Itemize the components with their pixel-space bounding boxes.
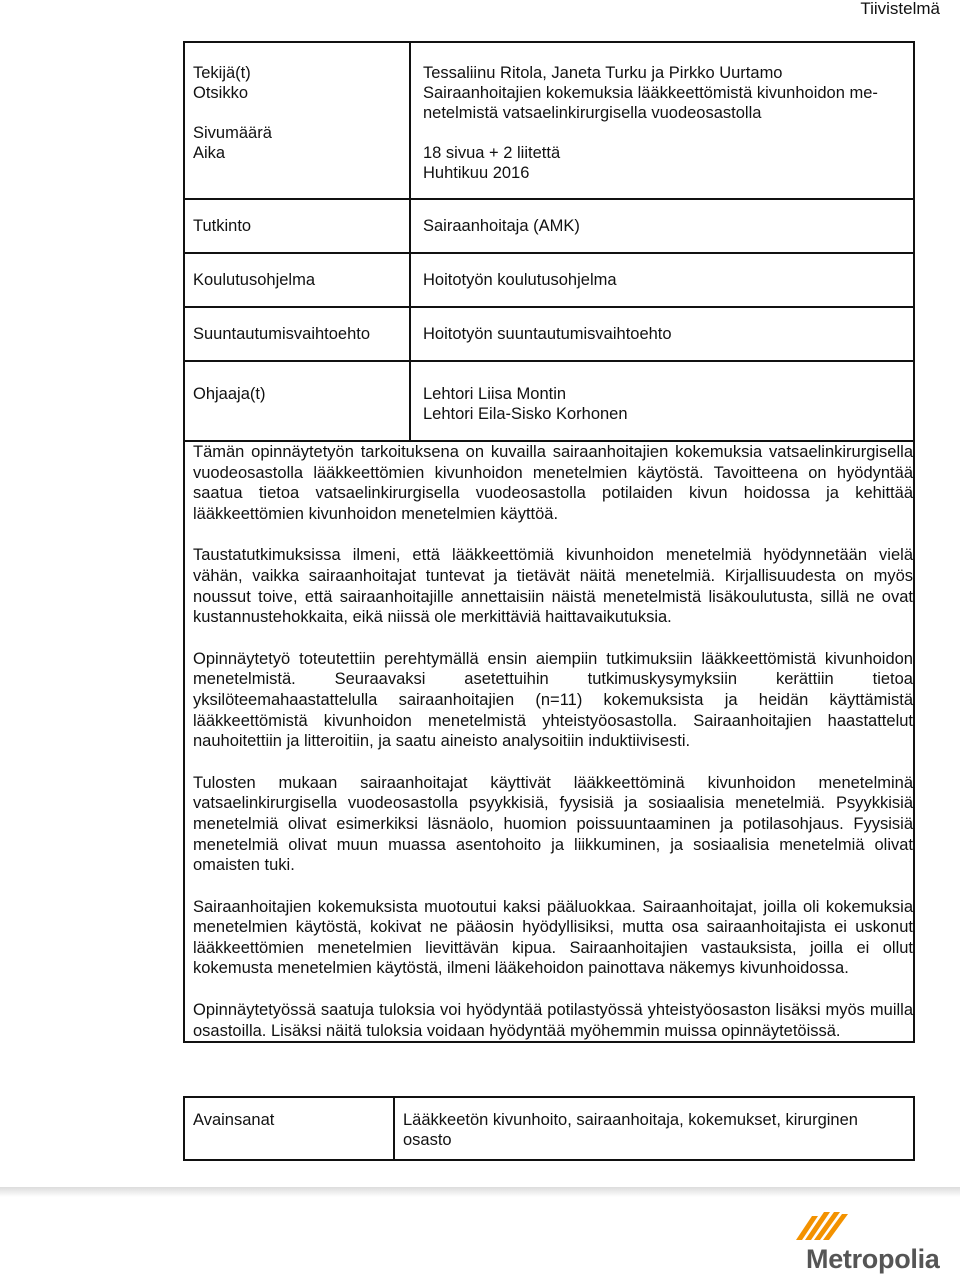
abstract-paragraph-5: Sairaanhoitajien kokemuksista muotoutui kaksi pääluokkaa. Sairaanhoitajat, joilla oli kokemuksia menetelmien käytöstä, kokivat ne pääosin hyödyllisiksi, mutta osa sairaanhoitajista ei uskonut lääkkeettömien menetelmien lievittävän kipua. Sairaanhoitajien vastauksista, joilla ei ollut kokemusta menetelmien käytöstä, ilmeni lääkehoidon painottava näkemys kivunhoidossa. (193, 897, 913, 978)
footer-divider (0, 1187, 960, 1197)
thesis-info-table (183, 41, 915, 1043)
info-label-cell (184, 42, 410, 199)
value-otsikko-line2: netelmistä vatsaelinkirurgisella vuodeosastolla (423, 104, 762, 122)
info-row-suuntautumisvaihtoehto (184, 307, 914, 361)
label-group-pages-date (193, 123, 409, 163)
value-koulutusohjelma: Hoitotyön koulutusohjelma (423, 271, 617, 289)
keywords-value: Lääkkeetön kivunhoito, sairaanhoitaja, kokemukset, kirurginen osasto (394, 1097, 914, 1160)
info-label-cell (184, 199, 410, 253)
label-koulutusohjelma: Koulutusohjelma (193, 271, 315, 289)
abstract-paragraph-6: Opinnäytetyössä saatuja tuloksia voi hyödyntää potilastyössä yhteistyöosaston lisäksi myös muilla osastoilla. Lisäksi näitä tuloksia voidaan hyödyntää myöhemmin muissa opinnäytetöissä. (193, 1001, 913, 1040)
info-value-cell (410, 199, 914, 253)
keywords-label: Avainsanat (184, 1097, 394, 1160)
value-otsikko-line1: Sairaanhoitajien kokemuksia lääkkeettömistä kivunhoidon me- (423, 84, 878, 102)
info-row-author-title (184, 42, 914, 199)
abstract-paragraph-3: Opinnäytetyö toteutettiin perehtymällä ensin aiempiin tutkimuksiin lääkkeettömistä kivunhoidon menetelmistä. Seuraavaksi asetettuihin tutkimuskysymyksiin kerättiin tietoa yksilöteemahaastattelulla sairaanhoitajien (n=11) kokemuksista ja heidän käyttämistä lääkkeettömistä kivunhoidon menetelmistä yhteistyöosastolla. Sairaanhoitajien haastattelut nauhoitettiin ja litteroitiin, ja saatu aineisto analysoitiin induktiivisesti. (193, 649, 913, 751)
value-ohjaaja-1: Lehtori Liisa Montin (423, 385, 567, 403)
abstract-paragraph-2: Taustatutkimuksissa ilmeni, että lääkkeettömiä kivunhoidon menetelmiä hyödynnetään vielä vähän, vaikka sairaanhoitajat tuntevat ja tietävät näitä menetelmiä. Kirjallisuudesta on myös noussut toive, että sairaanhoitajille annettaisiin näistä menetelmistä lisäkoulutusta, sillä ne ovat kustannustehokkaita, eikä niissä ole merkittäviä haittavaikutuksia. (193, 546, 913, 627)
info-row-tutkinto (184, 199, 914, 253)
value-ohjaajat (423, 384, 913, 424)
label-ohjaajat: Ohjaaja(t) (193, 385, 266, 403)
abstract-paragraph-4: Tulosten mukaan sairaanhoitajat käyttivät lääkkeettöminä kivunhoidon menetelminä vatsaelinkirurgisella vuodeosastolla psyykkisiä, fyysisiä ja sosiaalisia menetelmiä. Psyykkisiä menetelmiä olivat esimerkiksi läsnäolo, huomion poissuuntaaminen ja potilasohjaus. Fyysisiä menetelmiä olivat muun muassa asentohoito ja liikkuminen, ja sosiaalisia menetelmiä olivat omaisten tuki. (193, 773, 913, 875)
info-row-koulutusohjelma (184, 253, 914, 307)
label-sivumaara: Sivumäärä (193, 124, 272, 142)
value-tekijat: Tessaliinu Ritola, Janeta Turku ja Pirkko Uurtamo (423, 64, 783, 82)
label-suuntautumisvaihtoehto: Suuntautumisvaihtoehto (193, 325, 371, 343)
info-value-cell (410, 42, 914, 199)
keywords-table (183, 1096, 915, 1161)
value-suuntautumisvaihtoehto: Hoitotyön suuntautumisvaihtoehto (423, 325, 672, 343)
info-label-cell (184, 361, 410, 441)
info-value-cell (410, 361, 914, 441)
info-row-abstract (184, 441, 914, 1042)
value-group-pages-date (423, 143, 913, 183)
value-sivumaara: 18 sivua + 2 liitettä (423, 144, 561, 162)
abstract-paragraph-1: Tämän opinnäytetyön tarkoituksena on kuvailla sairaanhoitajien kokemuksia vatsaelinkirurgisella vuodeosastolla lääkkeettömien kivunhoidon menetelmien käytöstä. Tavoitteena on hyödyntää saatua tietoa vatsaelinkirurgisella vuodeosastolla potilaiden kivun hoidossa ja kehittää lääkkeettömien kivunhoidon menetelmien käyttöä. (193, 443, 913, 523)
keywords-row (184, 1097, 914, 1160)
page-header-title: Tiivistelmä (860, 0, 940, 18)
label-otsikko: Otsikko (193, 84, 249, 102)
abstract-cell (184, 441, 914, 1042)
info-row-ohjaajat (184, 361, 914, 441)
value-ohjaaja-2: Lehtori Eila-Sisko Korhonen (423, 405, 628, 423)
label-tutkinto: Tutkinto (193, 217, 252, 235)
info-label-cell (184, 253, 410, 307)
info-label-cell (184, 307, 410, 361)
value-tutkinto: Sairaanhoitaja (AMK) (423, 217, 580, 235)
label-group-author-title (193, 63, 409, 103)
value-group-author-title (423, 63, 913, 123)
label-tekijat: Tekijä(t) (193, 64, 251, 82)
label-aika: Aika (193, 144, 226, 162)
info-value-cell (410, 253, 914, 307)
metropolia-logo-text: Metropolia (806, 1244, 940, 1274)
value-aika: Huhtikuu 2016 (423, 164, 530, 182)
info-value-cell (410, 307, 914, 361)
